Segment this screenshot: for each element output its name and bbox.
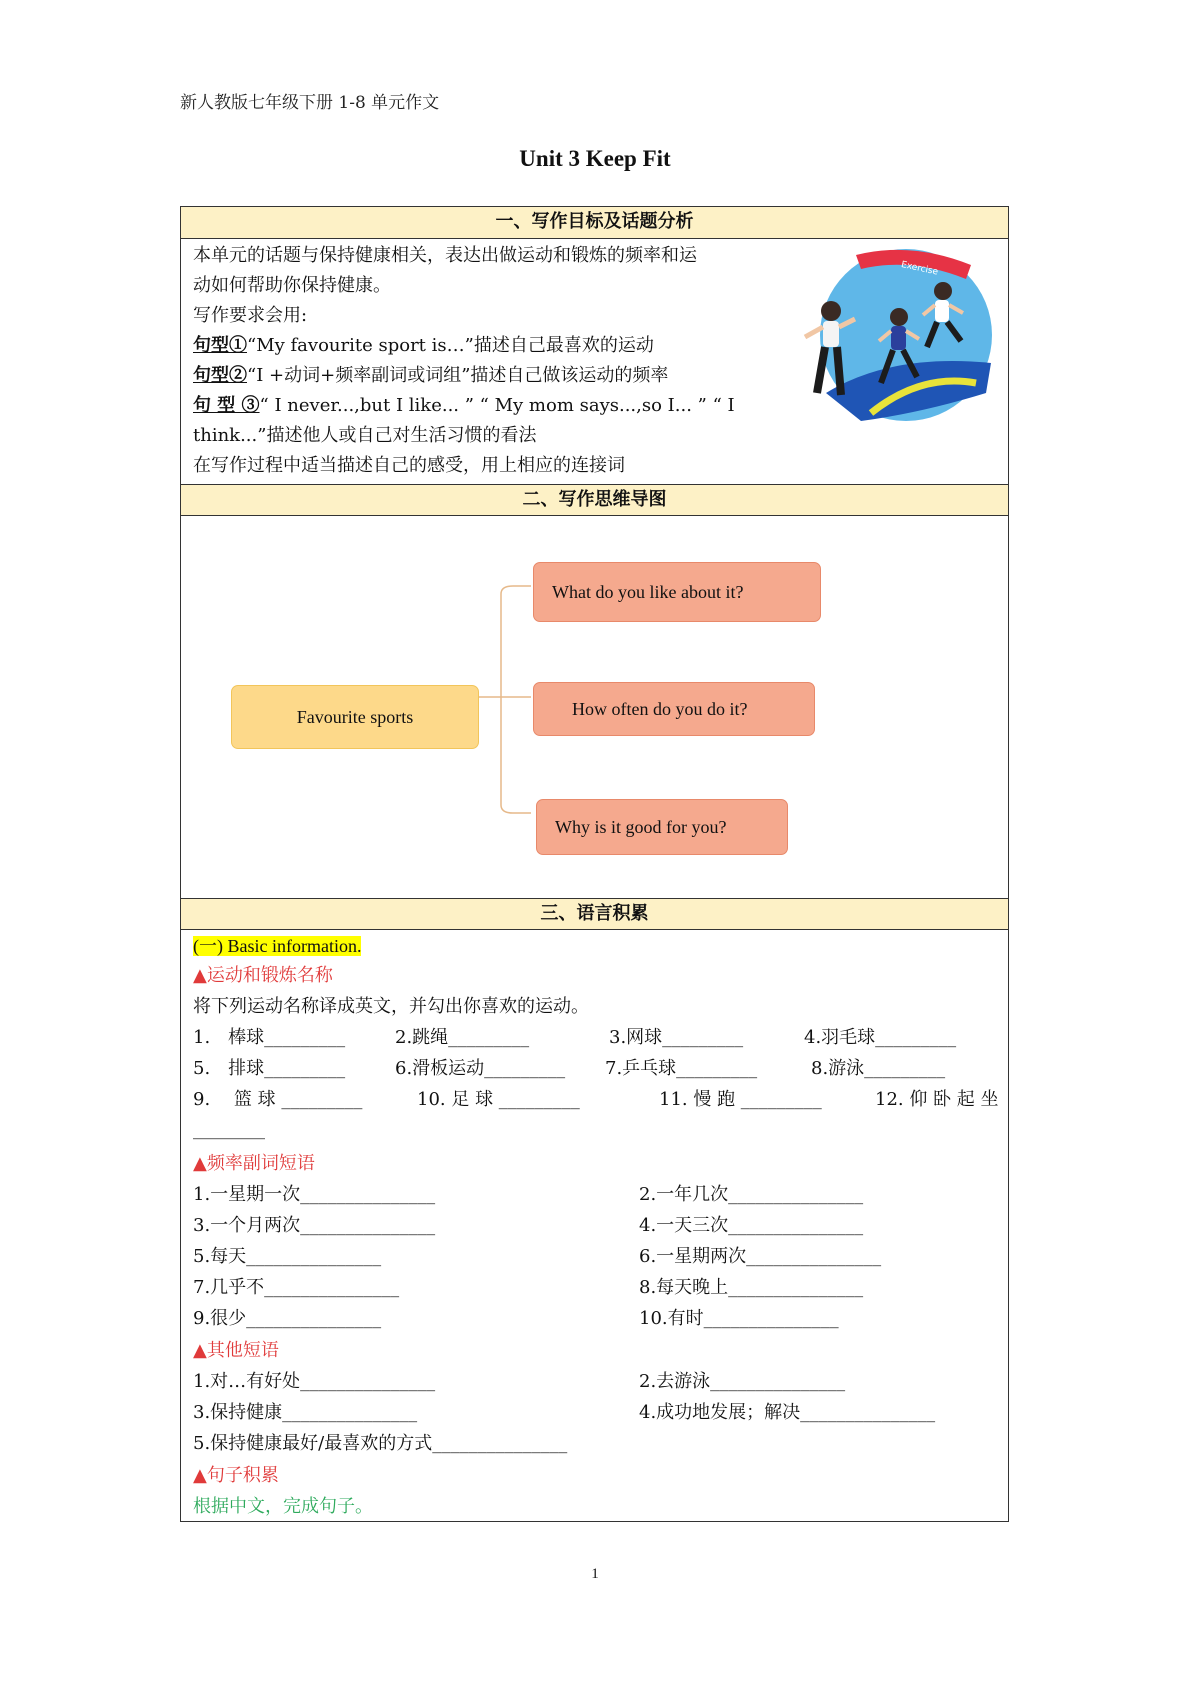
- sentence-category-title: ▲句子积累: [193, 1465, 279, 1486]
- sports-item[interactable]: 7.乒乓球_________: [605, 1058, 758, 1079]
- section3-heading: 三、语言积累: [181, 898, 1008, 930]
- pattern-2-text: “I +动词+频率副词或词组”描述自己做该运动的频率: [247, 365, 669, 386]
- closing-line: 在写作过程中适当描述自己的感受，用上相应的连接词: [193, 455, 625, 476]
- sports-item[interactable]: 4.羽毛球_________: [804, 1027, 957, 1048]
- sports-item[interactable]: 1. 棒球_________: [193, 1027, 346, 1048]
- sports-item[interactable]: 10. 足 球 _________: [417, 1089, 580, 1110]
- sports-item[interactable]: 3.网球_________: [609, 1027, 744, 1048]
- sports-item: 12. 仰 卧 起 坐: [875, 1089, 999, 1110]
- sports-item[interactable]: 6.滑板运动_________: [395, 1058, 566, 1079]
- pattern-3-label: 句 型 ③: [193, 395, 260, 416]
- frequency-item[interactable]: 9.很少_______________: [193, 1308, 382, 1329]
- frequency-item[interactable]: 7.几乎不_______________: [193, 1277, 400, 1298]
- mindmap-root: Favourite sports: [231, 685, 479, 749]
- frequency-item[interactable]: 5.每天_______________: [193, 1246, 382, 1267]
- requirements-label: 写作要求会用:: [193, 305, 308, 326]
- frequency-item[interactable]: 2.一年几次_______________: [639, 1184, 864, 1205]
- sports-item[interactable]: 11. 慢 跑 _________: [659, 1089, 822, 1110]
- mindmap-branch-1: What do you like about it?: [533, 562, 821, 622]
- pattern-3: [193, 393, 735, 419]
- section1-heading: 一、写作目标及话题分析: [181, 207, 1008, 239]
- pattern-1-label: 句型①: [193, 335, 247, 356]
- mindmap-branch-2: How often do you do it?: [533, 682, 815, 736]
- pattern-1-text: “My favourite sport is…”描述自己最喜欢的运动: [247, 335, 654, 356]
- sports-item[interactable]: 9. 篮 球 _________: [193, 1089, 363, 1110]
- frequency-item[interactable]: 3.一个月两次_______________: [193, 1215, 436, 1236]
- header-note: 新人教版七年级下册 1-8 单元作文: [180, 93, 440, 113]
- sentence-instruction: 根据中文，完成句子。: [193, 1496, 373, 1517]
- pattern-3-text: “ I never...,but I like... ” “ My mom says...,so I... ” “ I: [259, 395, 735, 416]
- pattern-2-label: 句型②: [193, 365, 247, 386]
- sports-instruction: 将下列运动名称译成英文，并勾出你喜欢的运动。: [193, 996, 589, 1017]
- frequency-category-title: ▲频率副词短语: [193, 1153, 315, 1174]
- sports-item[interactable]: 2.跳绳_________: [395, 1027, 530, 1048]
- other-phrase-item[interactable]: 3.保持健康_______________: [193, 1402, 418, 1423]
- intro-line-2: 动如何帮助你保持健康。: [193, 275, 391, 296]
- frequency-item[interactable]: 10.有时_______________: [639, 1308, 839, 1329]
- other-phrases-title: ▲其他短语: [193, 1340, 279, 1361]
- pattern-2: [193, 363, 668, 389]
- sports-item-continued[interactable]: ________: [193, 1119, 265, 1140]
- other-phrase-item[interactable]: 4.成功地发展；解决_______________: [639, 1402, 936, 1423]
- sports-category-title: ▲运动和锻炼名称: [193, 965, 333, 986]
- other-phrase-item[interactable]: 1.对…有好处_______________: [193, 1371, 436, 1392]
- pattern-1: [193, 333, 654, 359]
- intro-line-1: 本单元的话题与保持健康相关，表达出做运动和锻炼的频率和运: [193, 245, 697, 266]
- sports-item[interactable]: 5. 排球_________: [193, 1058, 346, 1079]
- exercise-illustration: [801, 243, 996, 433]
- doc-title: Unit 3 Keep Fit: [519, 146, 671, 171]
- page-number: 1: [591, 1566, 599, 1582]
- section2-heading: 二、写作思维导图: [181, 484, 1008, 516]
- other-phrase-item[interactable]: 2.去游泳_______________: [639, 1371, 846, 1392]
- frequency-item[interactable]: 6.一星期两次_______________: [639, 1246, 882, 1267]
- worksheet-table: [180, 206, 1009, 1522]
- frequency-item[interactable]: 8.每天晚上_______________: [639, 1277, 864, 1298]
- basic-info-text: (一) Basic information.: [193, 936, 362, 956]
- frequency-item[interactable]: 4.一天三次_______________: [639, 1215, 864, 1236]
- sports-item[interactable]: 8.游泳_________: [811, 1058, 946, 1079]
- other-phrase-item[interactable]: 5.保持健康最好/最喜欢的方式_______________: [193, 1433, 568, 1454]
- mindmap-branch-3: Why is it good for you?: [536, 799, 788, 855]
- exercise-banner-text: Exercise: [900, 260, 939, 278]
- frequency-item[interactable]: 1.一星期一次_______________: [193, 1184, 436, 1205]
- pattern-3-continued: think...”描述他人或自己对生活习惯的看法: [193, 425, 537, 446]
- basic-info-label: [193, 933, 361, 960]
